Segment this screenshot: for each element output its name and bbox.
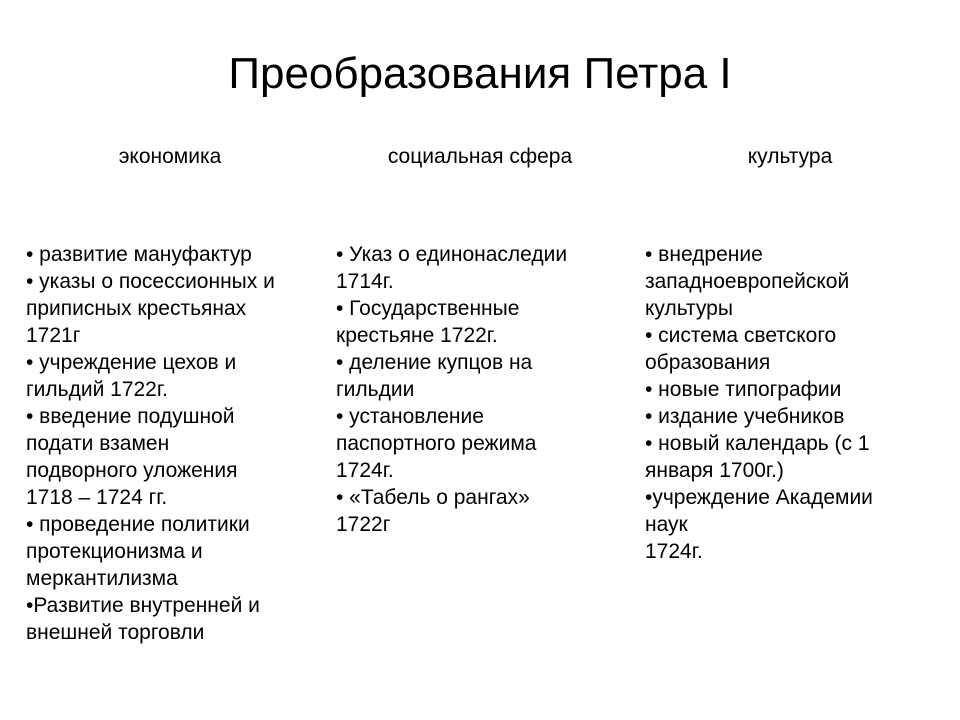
list-item: • Указ о единонаследии 1714г.	[336, 243, 568, 293]
list-item: • издание учебников	[645, 405, 845, 428]
column-header-culture: культура	[747, 145, 833, 168]
list-item: • введение подушной подати взамен подворного уложения 1718 – 1724 гг.	[26, 405, 238, 509]
list-item: • система светского образования	[645, 324, 837, 374]
list-item: • новый календарь (с 1 января 1700г.)	[645, 432, 870, 482]
list-item: • «Табель о рангах» 1722г	[336, 486, 530, 536]
list-item: •учреждение Академии наук 1724г.	[645, 486, 873, 563]
list-item: • учреждение цехов и гильдий 1722г.	[26, 351, 237, 401]
culture-list	[645, 241, 937, 565]
list-item: • проведение политики протекционизма и меркантилизма	[26, 513, 250, 590]
list-item: • установление паспортного режима 1724г.	[336, 405, 537, 482]
list-item: • развитие мануфактур	[26, 243, 252, 266]
list-item: • внедрение западноевропейской культуры	[645, 243, 850, 320]
list-item: • деление купцов на гильдии	[336, 351, 533, 401]
social-list	[336, 241, 628, 538]
column-header-social: социальная сфера	[387, 145, 573, 168]
economy-list	[26, 241, 318, 646]
list-item: •Развитие внутренней и внешней торговли	[26, 594, 260, 644]
list-item: • новые типографии	[645, 378, 842, 401]
list-item: • указы о посессионных и приписных крестьянах 1721г	[26, 270, 275, 347]
column-header-economy: экономика	[118, 145, 222, 168]
list-item: • Государственные крестьяне 1722г.	[336, 297, 520, 347]
slide-title: Преобразования Петра I	[228, 49, 732, 98]
